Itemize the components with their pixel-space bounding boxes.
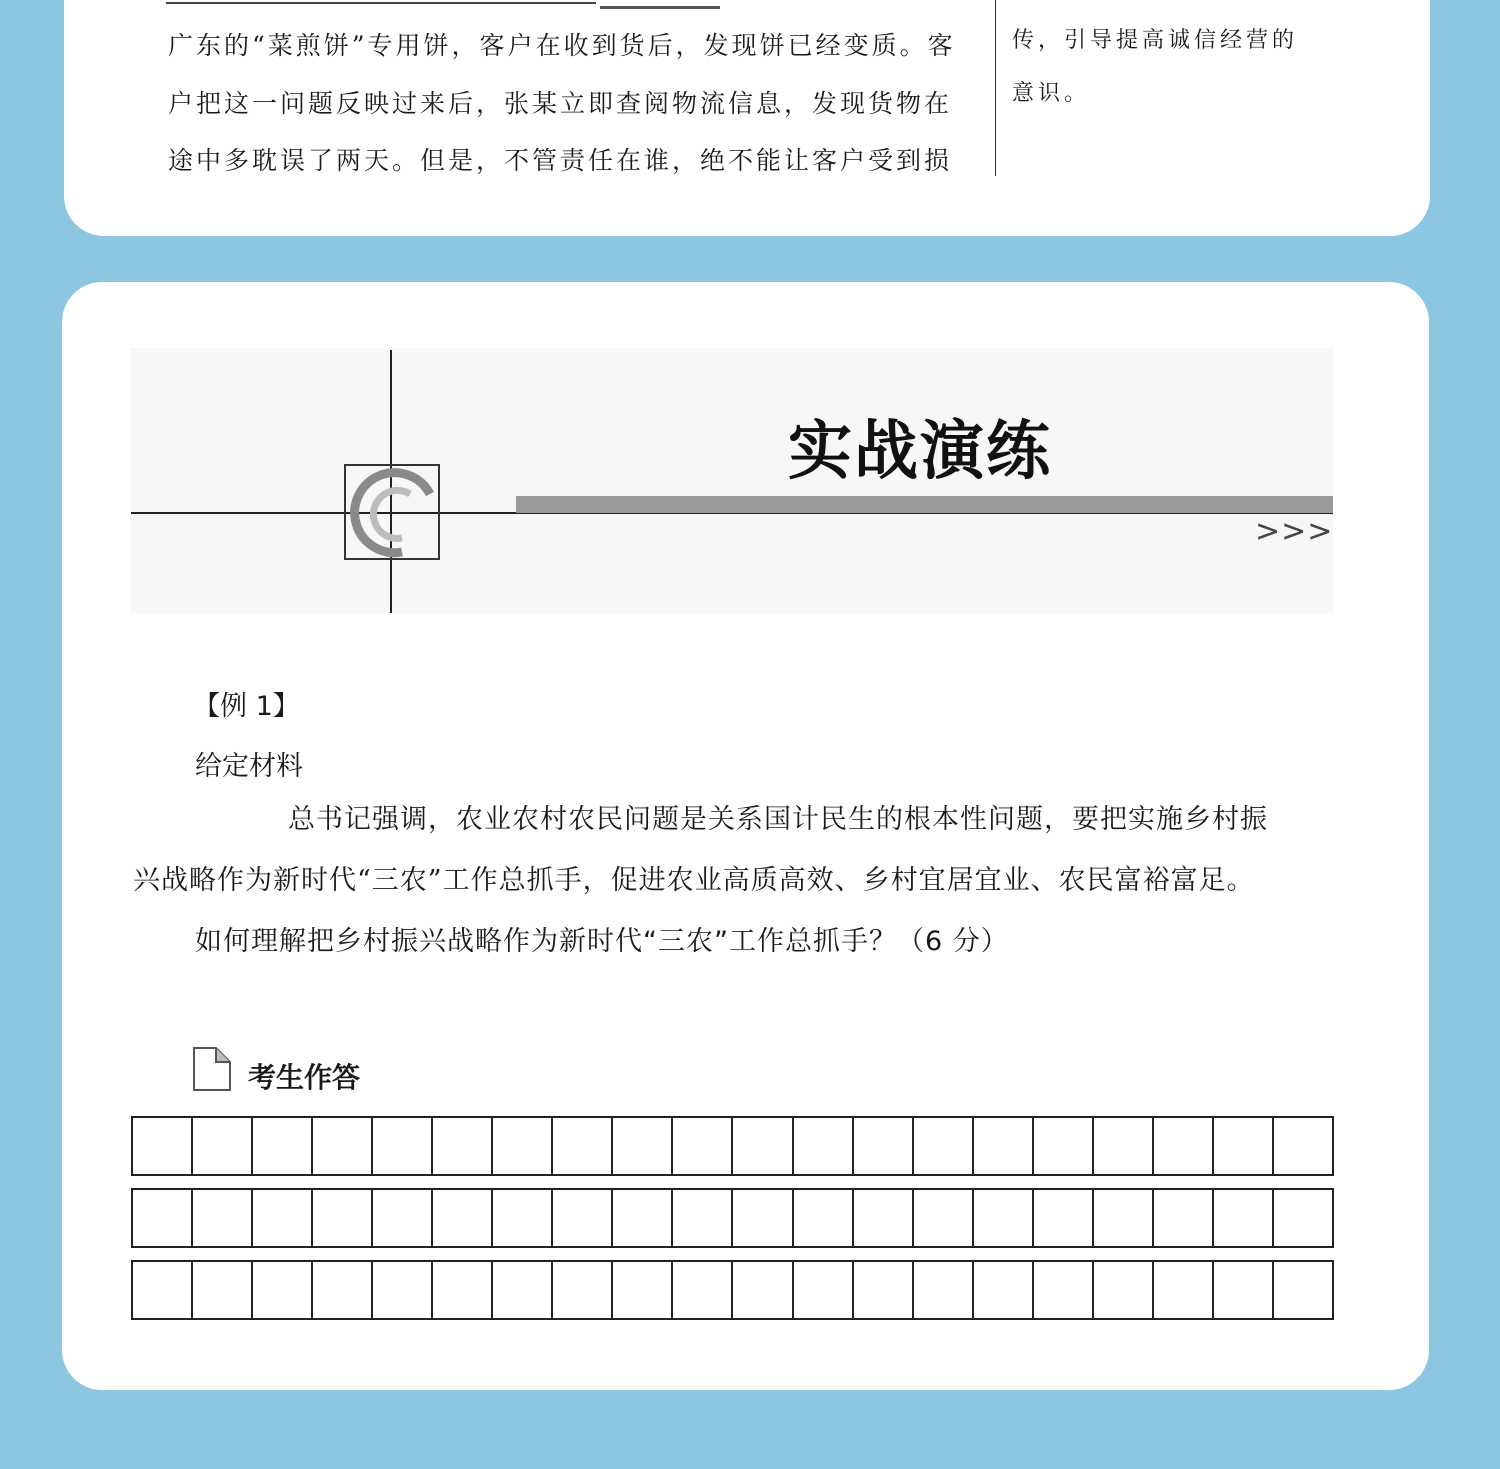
answer-cell[interactable] [433, 1262, 493, 1318]
answer-cell[interactable] [794, 1118, 854, 1174]
answer-cell[interactable] [673, 1118, 733, 1174]
answer-cell[interactable] [433, 1190, 493, 1246]
answer-cell[interactable] [1214, 1118, 1274, 1174]
answer-cell[interactable] [914, 1190, 974, 1246]
answer-cell[interactable] [1034, 1118, 1094, 1174]
c-logo-icon [344, 464, 440, 560]
answer-cell[interactable] [493, 1190, 553, 1246]
answer-cell[interactable] [613, 1262, 673, 1318]
answer-cell[interactable] [854, 1190, 914, 1246]
answer-cell[interactable] [1214, 1190, 1274, 1246]
answer-cell[interactable] [1274, 1190, 1332, 1246]
answer-grid-row[interactable] [131, 1260, 1334, 1320]
answer-cell[interactable] [493, 1262, 553, 1318]
answer-cell[interactable] [193, 1190, 253, 1246]
answer-cell[interactable] [733, 1118, 793, 1174]
answer-cell[interactable] [1274, 1262, 1332, 1318]
answer-cell[interactable] [673, 1262, 733, 1318]
story-text-line: 广东的“菜煎饼”专用饼，客户在收到货后，发现饼已经变质。客 [168, 31, 956, 60]
answer-cell[interactable] [373, 1118, 433, 1174]
material-paragraph-line: 兴战略作为新时代“三农”工作总抓手，促进农业高质高效、乡村宜居宜业、农民富裕富足。 [133, 865, 1255, 896]
answer-grid-row[interactable] [131, 1116, 1334, 1176]
example-label: 【例 1】 [193, 691, 300, 722]
answer-cell[interactable] [1154, 1118, 1214, 1174]
answer-cell[interactable] [613, 1118, 673, 1174]
text-underline [166, 2, 596, 4]
answer-cell[interactable] [253, 1262, 313, 1318]
answer-cell[interactable] [854, 1118, 914, 1174]
answer-cell[interactable] [133, 1190, 193, 1246]
story-text-line: 途中多耽误了两天。但是，不管责任在谁，绝不能让客户受到损 [168, 146, 953, 175]
banner-gray-bar [516, 496, 1333, 513]
answer-grid-row[interactable] [131, 1188, 1334, 1248]
answer-cell[interactable] [1094, 1190, 1154, 1246]
answer-cell[interactable] [133, 1262, 193, 1318]
side-note-line: 传，引导提高诚信经营的 [1012, 28, 1299, 53]
answer-cell[interactable] [914, 1118, 974, 1174]
answer-cell[interactable] [613, 1190, 673, 1246]
answer-cell[interactable] [193, 1262, 253, 1318]
answer-cell[interactable] [253, 1118, 313, 1174]
answer-cell[interactable] [794, 1262, 854, 1318]
banner-arrows: >>> [1255, 514, 1334, 549]
answer-cell[interactable] [1154, 1190, 1214, 1246]
answer-cell[interactable] [493, 1118, 553, 1174]
answer-cell[interactable] [914, 1262, 974, 1318]
answer-cell[interactable] [1154, 1262, 1214, 1318]
answer-cell[interactable] [673, 1190, 733, 1246]
answer-cell[interactable] [974, 1190, 1034, 1246]
answer-cell[interactable] [313, 1262, 373, 1318]
banner-title: 实战演练 [788, 415, 1052, 489]
answer-cell[interactable] [733, 1262, 793, 1318]
column-divider [995, 0, 996, 176]
side-note-line: 意识。 [1012, 81, 1091, 106]
answer-cell[interactable] [1094, 1262, 1154, 1318]
answer-cell[interactable] [733, 1190, 793, 1246]
answer-cell[interactable] [974, 1262, 1034, 1318]
answer-cell[interactable] [313, 1118, 373, 1174]
answer-cell[interactable] [553, 1190, 613, 1246]
document-icon [192, 1046, 232, 1092]
answer-heading: 考生作答 [248, 1061, 361, 1094]
answer-cell[interactable] [794, 1190, 854, 1246]
answer-cell[interactable] [253, 1190, 313, 1246]
answer-cell[interactable] [193, 1118, 253, 1174]
answer-cell[interactable] [1094, 1118, 1154, 1174]
answer-cell[interactable] [373, 1190, 433, 1246]
answer-cell[interactable] [373, 1262, 433, 1318]
answer-cell[interactable] [433, 1118, 493, 1174]
section-banner [130, 348, 1333, 613]
answer-cell[interactable] [1034, 1262, 1094, 1318]
answer-cell[interactable] [1274, 1118, 1332, 1174]
answer-cell[interactable] [553, 1118, 613, 1174]
answer-cell[interactable] [974, 1118, 1034, 1174]
material-heading: 给定材料 [195, 751, 303, 782]
material-paragraph-line: 总书记强调，农业农村农民问题是关系国计民生的根本性问题，要把实施乡村振 [288, 804, 1268, 835]
answer-cell[interactable] [1214, 1262, 1274, 1318]
answer-cell[interactable] [854, 1262, 914, 1318]
cropped-bracket-mark [600, 0, 720, 9]
answer-cell[interactable] [313, 1190, 373, 1246]
question-text: 如何理解把乡村振兴战略作为新时代“三农”工作总抓手？（6 分） [195, 926, 1009, 957]
answer-cell[interactable] [1034, 1190, 1094, 1246]
answer-cell[interactable] [553, 1262, 613, 1318]
answer-cell[interactable] [133, 1118, 193, 1174]
story-text-line: 户把这一问题反映过来后，张某立即查阅物流信息，发现货物在 [168, 89, 953, 118]
